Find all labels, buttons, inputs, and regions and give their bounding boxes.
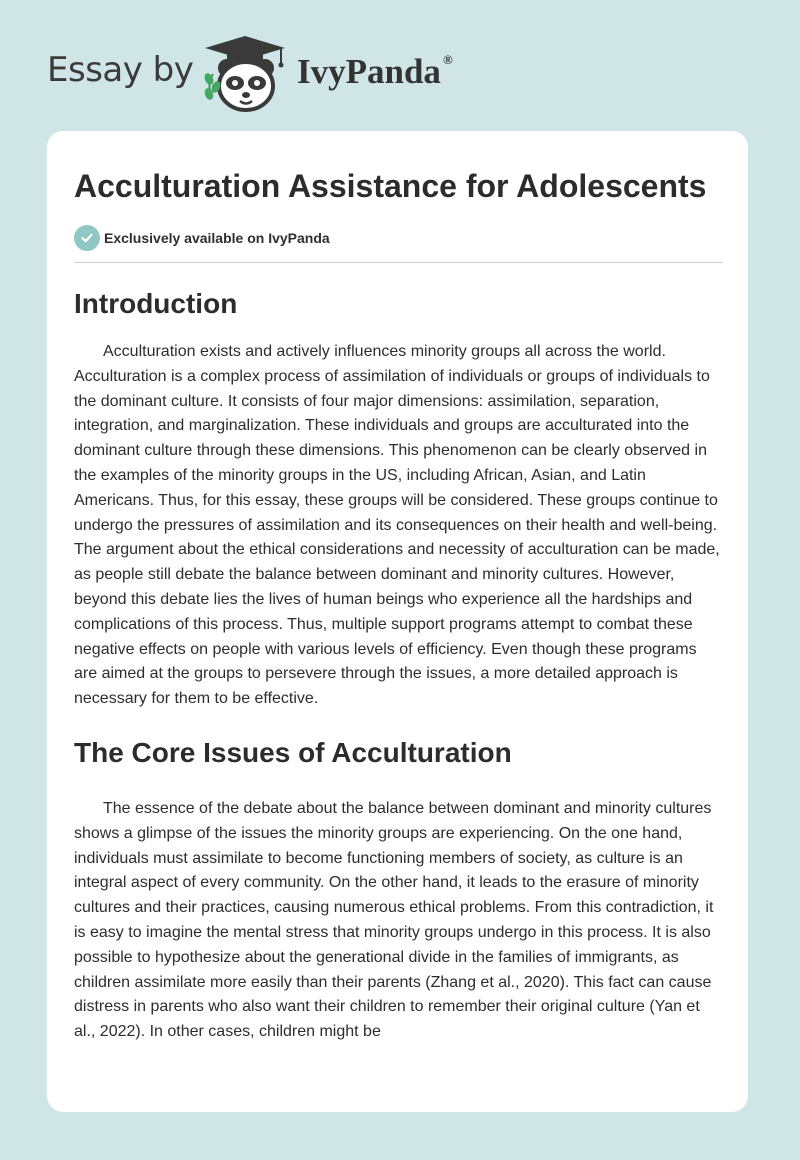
registered-mark: ® [442, 52, 453, 67]
essay-card [47, 131, 748, 1112]
site-header [47, 34, 507, 114]
brand-text: IvyPanda [297, 52, 441, 91]
section-heading-introduction: Introduction [74, 288, 238, 319]
essay-title: Acculturation Assistance for Adolescents [74, 168, 707, 204]
exclusive-badge-text: Exclusively available on IvyPanda [104, 230, 330, 246]
check-circle-icon [74, 225, 100, 251]
divider [74, 262, 723, 263]
exclusive-badge [74, 225, 724, 251]
section-paragraph-introduction: Acculturation exists and actively influences minority groups all across the world. Acculturation is a complex process of assimilation of individuals or groups of individuals to the dominant culture. It consists of four major dimensions: assimilation, separation, integration, and marginalization. These individuals and groups are acculturated into the dominant culture through these dimensions. This phenomenon can be clearly observed in the examples of the minority groups in the US, including African, Asian, and Latin Americans. Thus, for this essay, these groups will be considered. These groups continue to undergo the pressures of assimilation and its consequences on their health and well-being. The argument about the ethical considerations and necessity of acculturation can be made, as people still debate the balance between dominant and minority cultures. However, beyond this debate lies the lives of human beings who experience all the hardships and complications of this process. Thus, multiple support programs attempt to combat these negative effects on people with various levels of efficiency. Even though these programs are aimed at the groups to persevere through the issues, a more detailed approach is necessary for them to be effective. [74, 343, 720, 708]
essay-by-label: Essay by [47, 50, 194, 90]
brand-name[interactable] [297, 52, 453, 92]
essay-content [74, 165, 724, 1045]
section-paragraph-core-issues: The essence of the debate about the balance between dominant and minority cultures shows a glimpse of the issues the minority groups are experiencing. On the one hand, individuals must assimilate to become functioning members of society, as culture is an integral aspect of every community. On the other hand, it leads to the erasure of minority cultures and their practices, causing numerous ethical problems. From this contradiction, it is easy to imagine the mental stress that minority groups undergo in this process. It is also possible to hypothesize about the generational divide in the families of immigrants, as children assimilate more easily than their parents (Zhang et al., 2020). This fact can cause distress in parents who also want their children to remember their original culture (Yan et al., 2022). In other cases, children might be [74, 799, 714, 1041]
section-heading-core-issues: The Core Issues of Acculturation [74, 736, 512, 768]
panda-logo-icon[interactable] [201, 34, 293, 114]
